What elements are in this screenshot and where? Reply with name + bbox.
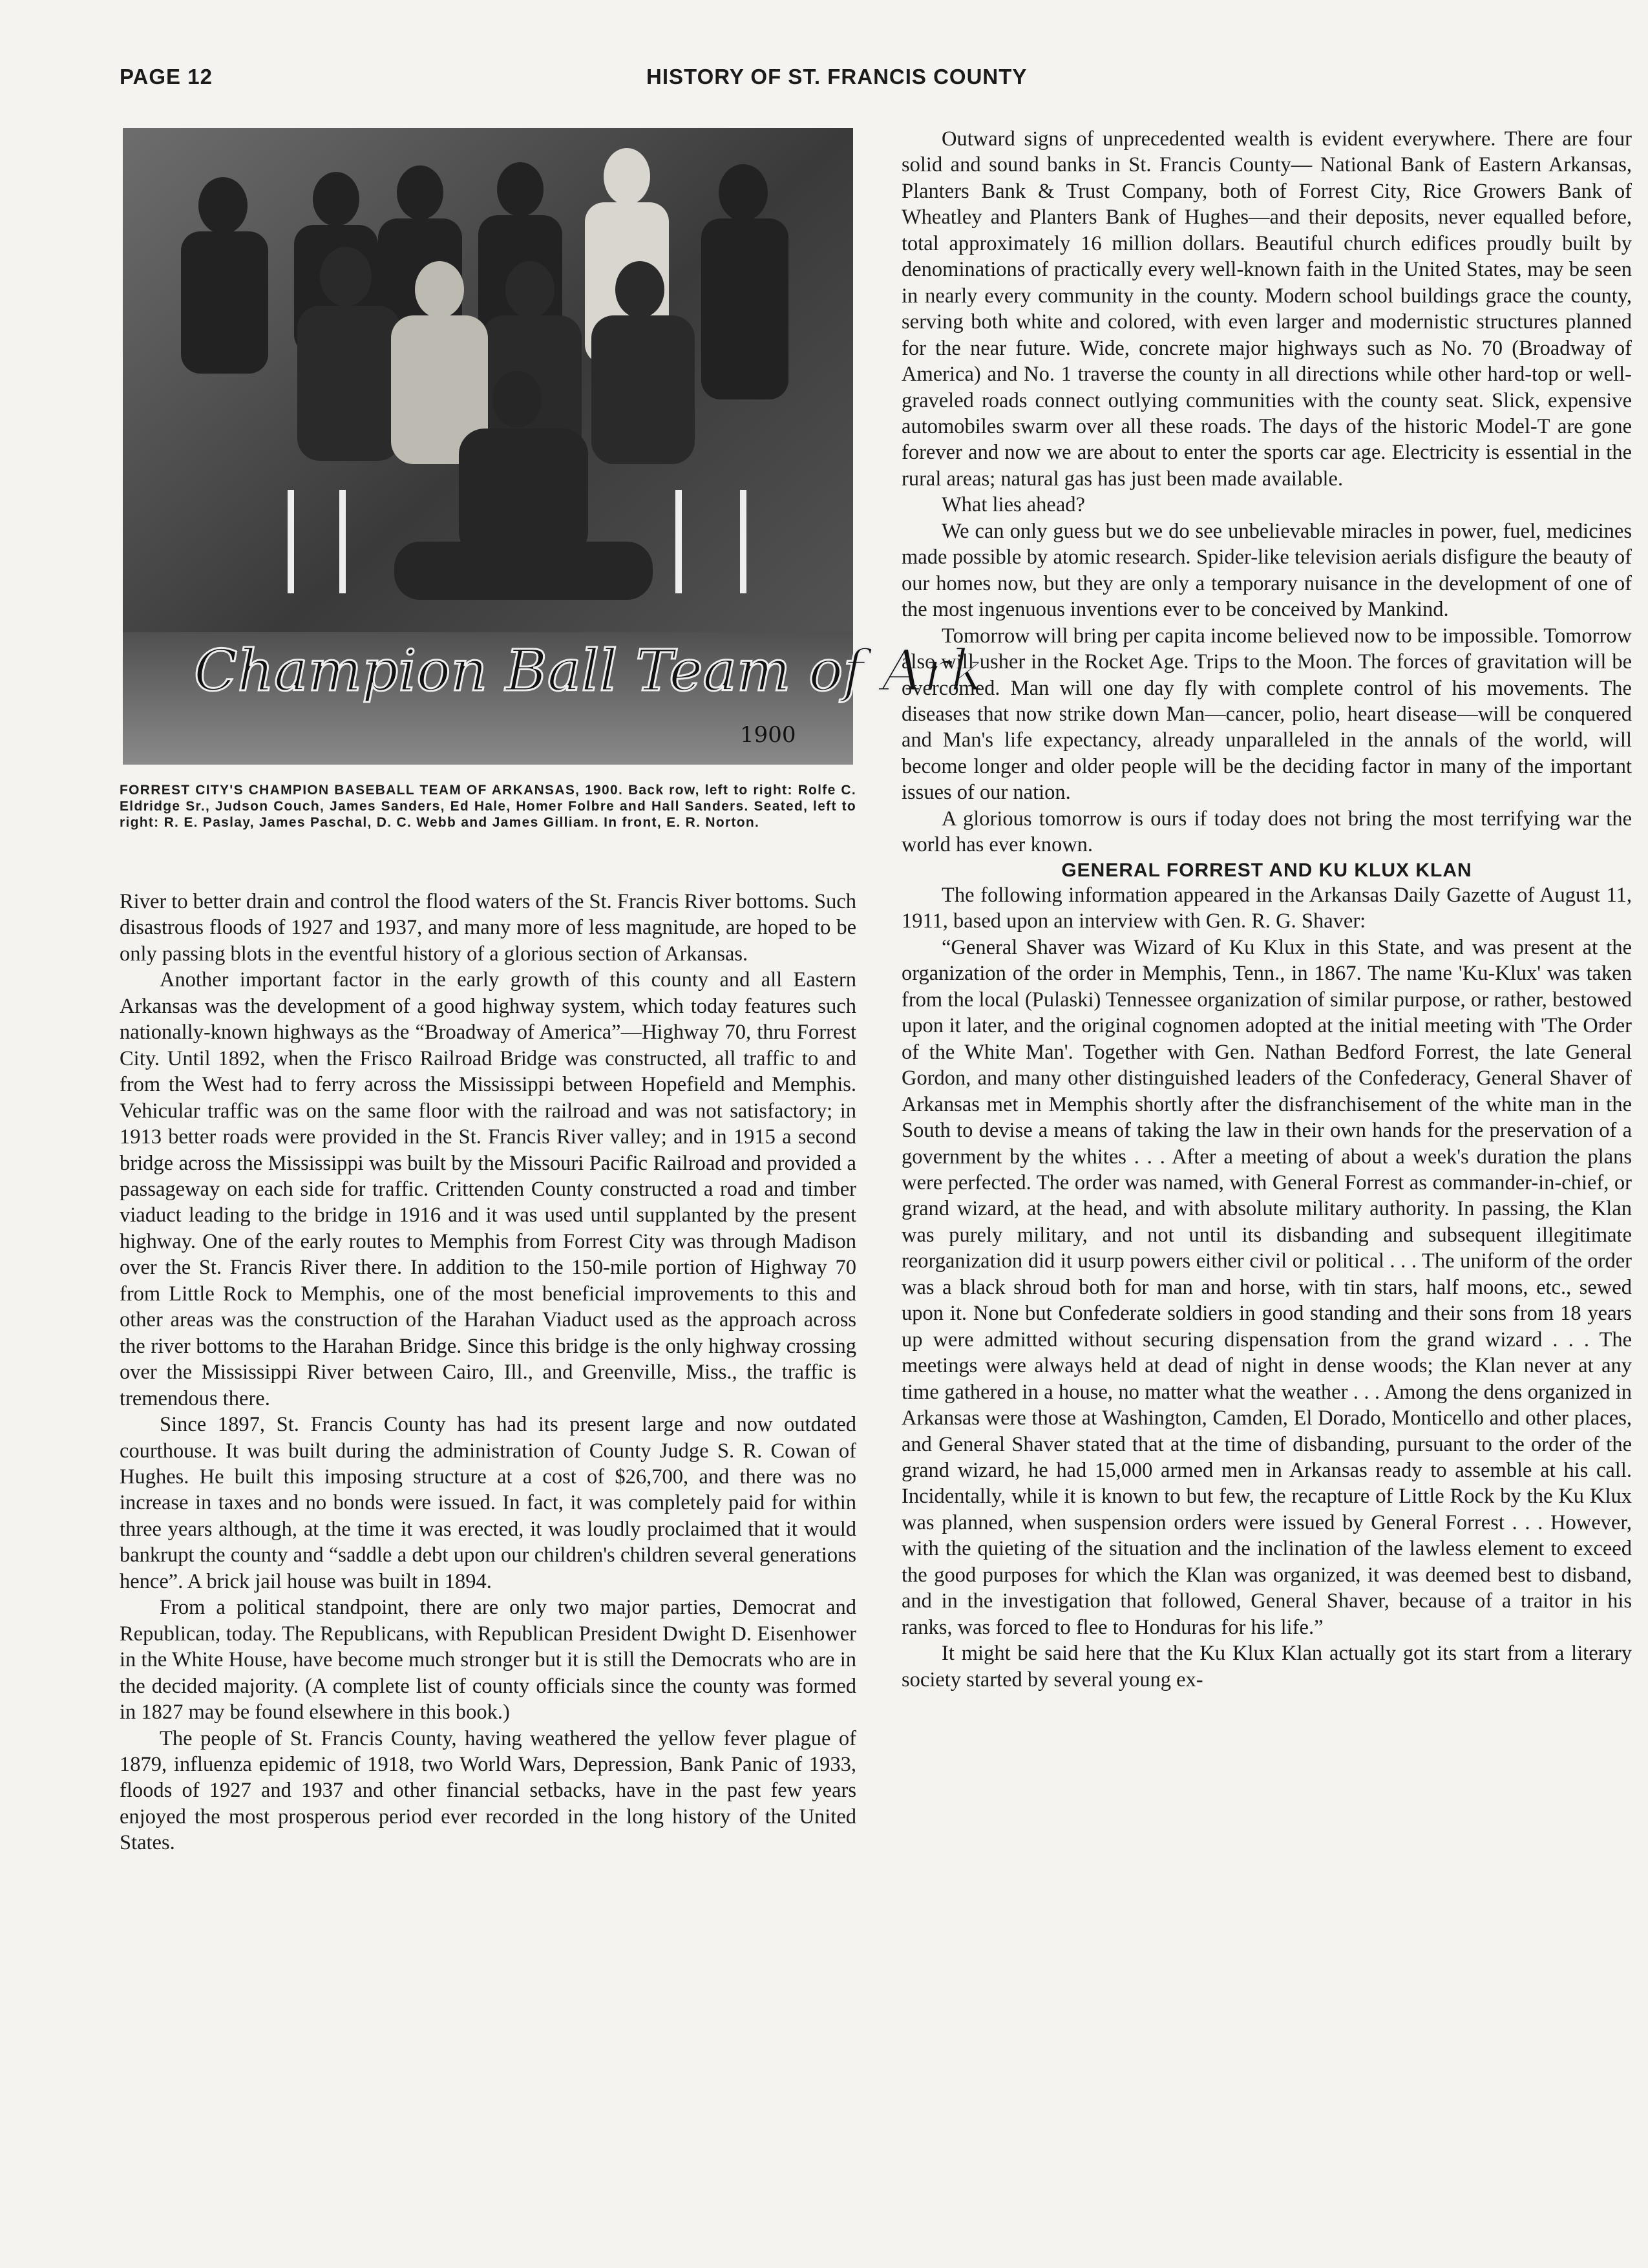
right-paragraph-8: It might be said here that the Ku Klux Klan actually got its start from a literary society started by several young ex- [902, 1642, 1632, 1691]
photo-inscription: Champion Ball Team of Ark [194, 637, 985, 704]
page-header [120, 65, 1583, 103]
left-paragraph-5: The people of St. Francis County, having weathered the yellow fever plague of 1879, influenza epidemic of 1918, two World Wars, Depression, Bank Panic of 1933, floods of 1927 and 1937 and other financial setbacks, have in the past few years enjoyed the most prosperous period ever recorded in the long history of the United States. [120, 1726, 856, 1855]
running-title: HISTORY OF ST. FRANCIS COUNTY [646, 65, 1028, 89]
right-column [902, 126, 1632, 1693]
photo-year: 1900 [740, 722, 796, 748]
section-heading: GENERAL FORREST AND KU KLUX KLAN [1061, 859, 1472, 881]
right-paragraph-4: Tomorrow will bring per capita income believed now to be impossible. Tomorrow also will usher in the Rocket Age. Trips to the Moon. The forces of gravitation will be overcomed. Man will one day fly with complete control of his movements. The diseases that now strike down Man—cancer, polio, heart disease—will be conquered and Man's life expectancy, already unparalleled in the annals of the world, will become longer and older people will be the deciding factor in many of the important issues of our nation. [902, 624, 1632, 805]
team-photo-image [123, 128, 985, 765]
left-paragraph-1: River to better drain and control the flood waters of the St. Francis River bottoms. Such disastrous floods of 1927 and 1937, and many more of less magnitude, are hoped to be only passing blots in the eventful history of a glorious section of Arkansas. [120, 890, 856, 966]
right-paragraph-3: We can only guess but we do see unbelievable miracles in power, fuel, medicines made possible by atomic research. Spider-like television aerials disfigure the beauty of our homes now, but they are only a temporary nuisance in the development of one of the most ingenuous inventions ever to be conceived by Mankind. [902, 519, 1632, 622]
right-paragraph-1: Outward signs of unprecedented wealth is evident everywhere. There are four solid and sound banks in St. Francis County— National Bank of Eastern Arkansas, Planters Bank & Trust Company, both of Forrest City, Rice Growers Bank of Wheatley and Planters Bank of Hughes—and their deposits, never equalled before, total approximately 16 million dollars. Beautiful church edifices proudly built by denominations of practically every well-known faith in the United States, may be seen in nearly every community in the county. Modern school buildings grace the county, serving both white and colored, with even larger and modernistic structures planned for the near future. Wide, concrete major highways such as No. 70 (Broadway of America) and No. 1 traverse the county in all directions while other hard-top or well-graveled roads connect outlying communities with the county seat. Slick, expensive automobiles swarm over all these roads. The days of the historic Model-T are gone forever and now we are about to enter the sports car age. Electricity is essential in the rural areas; natural gas has just been made available. [902, 127, 1632, 491]
left-column [120, 889, 856, 1856]
right-paragraph-6: The following information appeared in the Arkansas Daily Gazette of August 11, 1911, based upon an interview with Gen. R. G. Shaver: [902, 884, 1632, 933]
team-photograph [123, 128, 985, 765]
left-paragraph-4: From a political standpoint, there are only two major parties, Democrat and Republican, today. The Republicans, with Republican President Dwight D. Eisenhower in the White House, have become much stronger but it is still the Democrats who are in the decided majority. (A complete list of county officials since the county was formed in 1827 may be found elsewhere in this book.) [120, 1596, 856, 1724]
left-paragraph-2: Another important factor in the early growth of this county and all Eastern Arkansas was the development of a good highway system, which today features such nationally-known highways as the “Broadway of America”—Highway 70, thru Forrest City. Until 1892, when the Frisco Railroad Bridge was constructed, all traffic to and from the West had to ferry across the Mississippi between Hopefield and Memphis. Vehicular traffic was on the same floor with the railroad and was not satisfactory; in 1913 better roads were provided in the St. Francis River valley; and in 1915 a second bridge across the Mississippi was built by the Missouri Pacific Railroad and provided a passageway on each side for traffic. Crittenden County constructed a road and timber viaduct leading to the bridge in 1916 and it was used until supplanted by the present highway. One of the early routes to Memphis from Forrest City was through Madison over the St. Francis River there. In addition to the 150-mile portion of Highway 70 from Little Rock to Memphis, one of the most beneficial improvements to this and other areas was the construction of the Harahan Viaduct used as the approach across the river bottoms to the Harahan Bridge. Since this bridge is the only highway crossing over the Mississippi River between Cairo, Ill., and Greenville, Miss., the traffic is tremendous there. [120, 968, 856, 1410]
right-paragraph-2: What lies ahead? [942, 493, 1085, 517]
right-paragraph-5: A glorious tomorrow is ours if today does not bring the most terrifying war the world has ever known. [902, 807, 1632, 857]
page-number: PAGE 12 [120, 65, 213, 89]
photo-caption: FORREST CITY'S CHAMPION BASEBALL TEAM OF ARKANSAS, 1900. Back row, left to right: Rolfe C. Eldridge Sr., Judson Couch, James Sanders, Ed Hale, Homer Folbre and Hall Sanders. Seated, left to right: R. E. Paslay, James Paschal, D. C. Webb and James Gilliam. In front, E. R. Norton. [120, 783, 856, 831]
right-paragraph-7: “General Shaver was Wizard of Ku Klux in this State, and was present at the organization of the order in Memphis, Tenn., in 1867. The name 'Ku-Klux' was taken from the local (Pulaski) Tennessee organization of similar purpose, or rather, bestowed upon it later, and the original cognomen adopted at the initial meeting with 'The Order of the White Man'. Together with Gen. Nathan Bedford Forrest, the late General Gordon, and many other distinguished leaders of the Confederacy, General Shaver of Arkansas met in Memphis shortly after the disfranchisement of the white man in the South to devise a means of taking the law in their own hands for the preservation of a government by the whites . . . After a meeting of about a week's duration the plans were perfected. The order was named, with General Forrest as commander-in-chief, or grand wizard, at the head, and with absolute military authority. In passing, the Klan was purely military, and not until its disbanding and subsequent illegitimate reorganization did it usurp powers either civil or political . . . The uniform of the order was a black shroud both for man and horse, with tin stars, half moons, etc., sewed upon it. None but Confederate soldiers in good standing and their sons from 18 years up were admitted without securing dispensation from the grand wizard . . . The meetings were always held at dead of night in dense woods; the Klan never at any time gathered in a house, no matter what the weather . . . Among the dens organized in Arkansas were those at Washington, Camden, El Dorado, Monticello and other places, and General Shaver stated that at the time of disbanding, pursuant to the order of the grand wizard, he had 15,000 armed men in Arkansas ready to assemble at his call. Incidentally, while it is known to but few, the recapture of Little Rock by the Ku Klux was planned, when suspension orders were issued by General Forrest . . . However, with the quieting of the situation and the inclination of the lawless element to exceed the good purposes for which the Klan was organized, it was deemed best to disband, and in the investigation that followed, General Shaver, because of a traitor in his ranks, was forced to flee to Honduras for his life.” [902, 935, 1632, 1639]
left-paragraph-3: Since 1897, St. Francis County has had its present large and now outdated courthouse. It was built during the administration of County Judge S. R. Cowan of Hughes. He built this imposing structure at a cost of $26,700, and there was no increase in taxes and no bonds were issued. In fact, it was completely paid for within three years although, at the time it was erected, it was loudly proclaimed that it would bankrupt the county and “saddle a debt upon our children's children several generations hence”. A brick jail house was built in 1894. [120, 1413, 856, 1593]
